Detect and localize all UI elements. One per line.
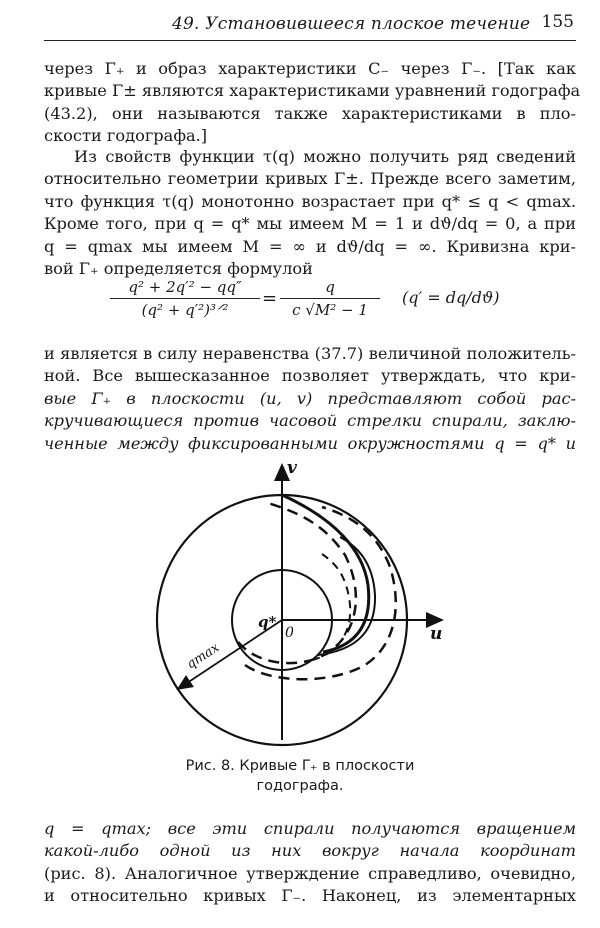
rhs-denominator: c √M² − 1	[292, 301, 368, 319]
lhs-numerator: q² + 2q′² − qq″	[110, 278, 260, 299]
q-star-label: q*	[258, 613, 277, 631]
text-line: что функция τ(q) монотонно возрастает при q* ≤ q < qmax.	[44, 191, 576, 211]
text-line: относительно геометрии кривых Γ±. Прежде всего заметим,	[44, 169, 576, 189]
paragraph-4	[44, 818, 576, 908]
text-line: и относительно кривых Γ₋. Наконец, из элементарных	[44, 886, 576, 906]
text-line: Из свойств функции τ(q) можно получить ряд сведений	[74, 147, 576, 166]
text-line: скости годографа.]	[44, 126, 208, 146]
text-line: (43.2), они называются также характеристиками в пло-	[44, 103, 576, 123]
caption-line-2: годографа.	[256, 778, 344, 794]
caption-line-1: Рис. 8. Кривые Γ₊ в плоскости	[185, 758, 415, 774]
paragraph-2	[44, 146, 576, 280]
u-axis-label: u	[430, 624, 443, 644]
text-line: ной. Все вышесказанное позволяет утверждать, что кри-	[44, 366, 576, 386]
text-line: Кроме того, при q = q* мы имеем M = 1 и dϑ/dq = 0, а при	[44, 214, 576, 234]
origin-label: 0	[285, 625, 294, 641]
hodograph-figure	[150, 455, 450, 755]
text-line: q = qmax; все эти спирали получаются вращением	[44, 819, 576, 838]
curvature-formula	[110, 278, 530, 338]
paragraph-3	[44, 343, 576, 455]
lhs-denominator: (q² + q′²)³ᐟ²	[141, 301, 229, 319]
text-line: ченные между фиксированными окружностями q = q* и	[44, 433, 576, 453]
text-line: через Γ₊ и образ характеристики C₋ через Γ₋. [Так как	[44, 59, 576, 78]
figure-caption	[140, 756, 460, 796]
text-line: кручивающиеся против часовой стрелки спирали, заклю-	[44, 411, 576, 431]
text-line: вой Γ₊ определяется формулой	[44, 258, 313, 278]
lhs-fraction	[110, 278, 260, 319]
spiral-curve-dashed-1	[238, 503, 356, 663]
qmax-label: qmax	[184, 640, 223, 673]
rhs-fraction	[280, 278, 380, 319]
paragraph-1	[44, 58, 581, 148]
text-line: и является в силу неравенства (37.7) величиной положитель-	[44, 344, 576, 363]
text-line: кривые Γ± являются характеристиками уравнений годографа	[44, 81, 581, 101]
page-header	[44, 10, 576, 41]
running-title: 49. Установившееся плоское течение	[172, 14, 531, 34]
text-line: вые Γ₊ в плоскости (u, v) представляют собой рас-	[44, 388, 576, 408]
text-line: q = qmax мы имеем M = ∞ и dϑ/dq = ∞. Кривизна кри-	[44, 236, 576, 256]
v-axis-label: v	[287, 458, 297, 478]
equals-sign: =	[262, 288, 278, 309]
formula-note: (q′ = dq/dϑ)	[402, 288, 500, 307]
rhs-numerator: q	[280, 278, 380, 299]
text-line: (рис. 8). Аналогичное утверждение справедливо, очевидно,	[44, 863, 576, 883]
page-number: 155	[541, 12, 574, 32]
text-line: какой-либо одной из них вокруг начала координат	[44, 841, 576, 861]
